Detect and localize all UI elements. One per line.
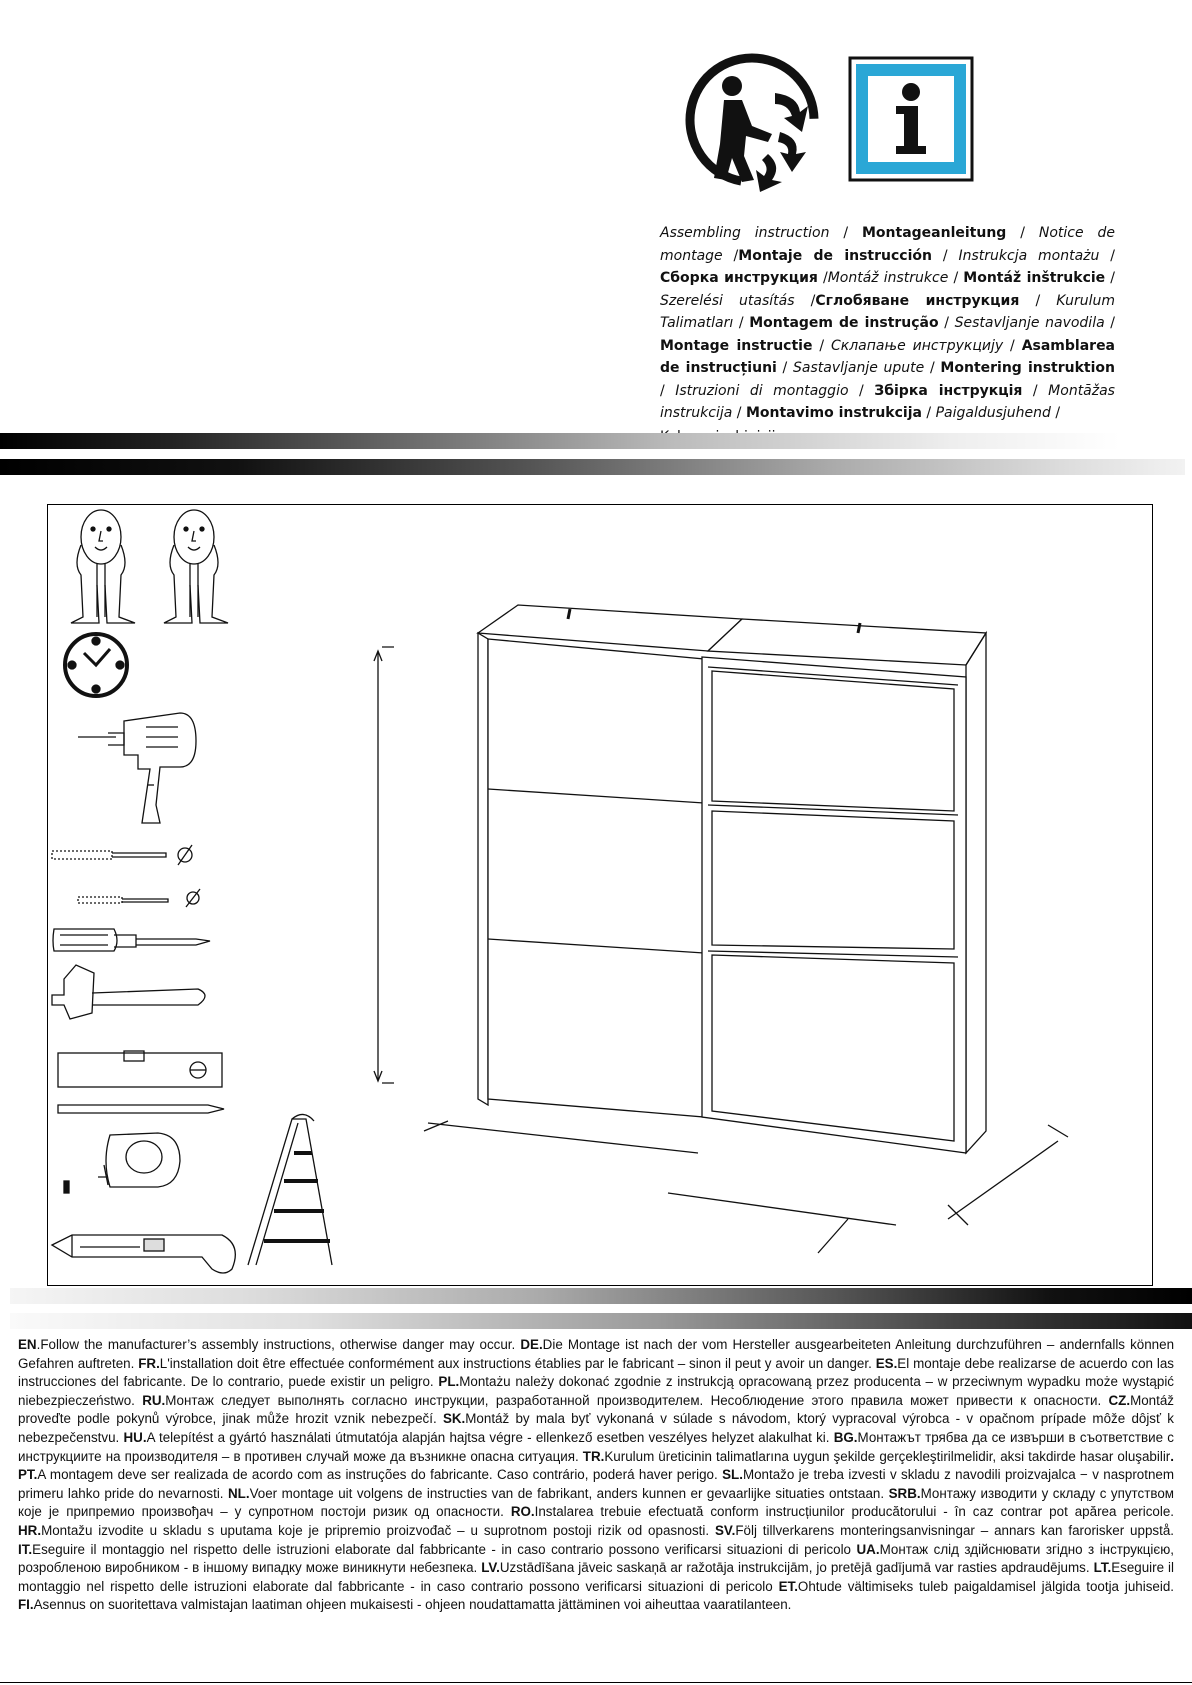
title-separator: / — [829, 225, 862, 241]
title-separator: / — [848, 382, 875, 399]
step-ladder-icon — [248, 1114, 332, 1265]
title-separator: / — [1099, 247, 1116, 264]
title-item: Szerelési utasítás — [660, 292, 795, 309]
assembly-instruction-titles — [660, 222, 1115, 448]
language-code: EN — [18, 1337, 37, 1352]
warning-text: .Follow the manufacturer’s assembly instructions, otherwise danger may occur. — [36, 1337, 521, 1352]
language-code: SV. — [714, 1522, 736, 1538]
language-code: ET. — [778, 1578, 798, 1594]
height-dimension-arrow — [374, 647, 394, 1083]
title-separator: / — [812, 337, 831, 354]
title-separator: / — [776, 360, 793, 376]
language-code: SL. — [722, 1467, 743, 1483]
warning-text: Монтажът трябва да се извърши в съответствие с инструкциите на производителя – в противен случай може да възникне опасна ситуация. — [18, 1429, 1175, 1464]
title-separator: / — [938, 315, 955, 331]
title-item: Instrukcja montażu — [958, 247, 1100, 264]
warning-text: A telepítést a gyártó használati útmutatója alapján hajtsa végre - ellenkező esetben veszélyes helyzet alakulhat ki. — [146, 1429, 834, 1445]
title-separator: / — [1019, 292, 1057, 309]
warning-text: Montáž by mala byť vykonaná v súlade s návodom, ktorý vypracoval výrobca - v opačnom prípade môže dôjsť k nebezpečenstvu. — [18, 1411, 1174, 1445]
title-separator: / — [732, 405, 746, 421]
warning-text: Instalarea trebuie efectuată conform instrucțiunilor producătorului - în caz contrar pot apărea pericole. — [534, 1504, 1174, 1520]
title-separator: / — [931, 247, 959, 264]
title-item: Montāžas instrukcija — [660, 382, 1115, 421]
warning-text: A montagem deve ser realizada de acordo com as instruções do fabricante. Caso contrário, poderá haver perigo. — [37, 1467, 723, 1483]
language-code: FR. — [138, 1355, 160, 1371]
title-item: Montáž inštrukcie — [963, 270, 1106, 286]
header-gradient-bar-2 — [0, 459, 1185, 475]
title-separator: / — [733, 315, 750, 331]
title-item: Сборка инструкция — [660, 270, 818, 286]
language-code: ES. — [875, 1355, 898, 1371]
language-code: IT. — [18, 1541, 33, 1557]
tape-measure-icon — [64, 1133, 180, 1193]
header-gradient-bar-1 — [0, 433, 1120, 449]
spirit-level-icon — [58, 1051, 222, 1087]
title-item: Montáž instrukce — [827, 270, 949, 286]
language-code: PL. — [438, 1374, 460, 1390]
warning-text: Montażu należy dokonać zgodnie z instrukcją opracowaną przez producenta – w przeciwnym wypadku może wystąpić niebezpieczeństwo. — [18, 1374, 1174, 1408]
drill-bits-icon — [52, 845, 200, 907]
drill-icon — [78, 713, 196, 823]
title-item: Склапање инструкцију — [831, 337, 1004, 354]
language-code: SK. — [442, 1411, 466, 1427]
title-item: Сглобяване инструкция — [815, 292, 1020, 309]
warning-text: L'installation doit être effectuée conformément aux instructions établies par le fabricant – sinon il peut y avoir un danger. — [159, 1355, 876, 1371]
language-code: SRB. — [888, 1485, 921, 1501]
title-item: Sestavljanje navodila — [954, 315, 1105, 331]
warning-text: Eseguire il montaggio nel rispetto delle istruzioni elaborate dal fabbricante - in caso contrario possono verificarsi situazioni di pericolo — [32, 1541, 857, 1557]
title-separator: / — [722, 247, 739, 264]
language-code: LT. — [1093, 1560, 1112, 1576]
footer-gradient-bar-2 — [10, 1313, 1192, 1329]
bottom-rule — [0, 1682, 1192, 1683]
title-separator: / — [1003, 337, 1022, 354]
warning-text: El montaje debe realizarse de acuerdo con las instrucciones del fabricante. De lo contrario, puede existir un peligro. — [18, 1355, 1174, 1390]
language-code: CZ. — [1108, 1392, 1131, 1408]
warning-text: Монтаж слід здійснювати згідно з інструкцією, розробленою виробником - в іншому випадку може виникнути небезпека. — [18, 1541, 1174, 1576]
language-code: HR. — [18, 1522, 42, 1538]
warning-text: Följ tillverkarens monteringsanvisningar – annars kan farorisker uppstå. — [735, 1522, 1174, 1538]
language-code: HU. — [123, 1429, 147, 1445]
title-separator: / — [1022, 382, 1049, 399]
title-item: Збірка інструкція — [874, 382, 1023, 399]
language-code: BG. — [833, 1429, 858, 1445]
title-separator: / — [924, 360, 941, 376]
language-code: RO. — [510, 1504, 535, 1520]
language-code: UA. — [856, 1541, 880, 1557]
title-separator: / — [1105, 270, 1116, 286]
pencil-icon — [58, 1105, 224, 1113]
warning-text: Eseguire il montaggio nel rispetto delle istruzioni elaborate dal fabbricante - in caso contrario possono verificarsi situazioni di pericolo — [18, 1560, 1174, 1594]
warning-text: Ohtude vältimiseks tuleb paigaldamisel jälgida tootja juhiseid. — [797, 1578, 1174, 1594]
title-item: Assembling instruction — [660, 225, 830, 241]
title-separator: / — [1104, 315, 1116, 331]
width-dimension-arrow — [424, 1121, 896, 1253]
title-item: Montavimo instrukcija — [745, 405, 922, 421]
language-code: NL. — [228, 1485, 250, 1501]
language-code: TR. — [582, 1448, 605, 1464]
hammer-icon — [52, 965, 205, 1019]
title-item: Istruzioni di montaggio — [675, 382, 849, 399]
title-item: Sastavljanje upute — [792, 360, 925, 376]
cutter-knife-icon — [52, 1235, 235, 1273]
warning-text: Die Montage ist nach der vom Hersteller ausgearbeiteten Anleitung durchzuführen – andernfalls können Gefahren auftreten. — [18, 1337, 1175, 1371]
title-separator: / — [794, 292, 816, 309]
warning-text: Voer montage uit volgens de instructies van de fabrikant, anders kunnen er gevaarlijke situaties ontstaan. — [249, 1485, 889, 1501]
multilingual-safety-warning — [18, 1336, 1174, 1615]
footer-gradient-bar-1 — [10, 1288, 1192, 1304]
language-code: DE. — [520, 1337, 543, 1352]
title-item: Asamblarea de instrucțiuni — [660, 337, 1116, 376]
warning-text: Montažo je treba izvesti v skladu z navodili proizvajalca − v nasprotnem primeru lahko pride do nevarnosti. — [18, 1467, 1174, 1501]
title-separator: / — [1006, 225, 1039, 241]
warning-text: Монтаж следует выполнять согласно инструкции, разработанной производителем. Несоблюдение этого правила может привести к опасности. — [165, 1392, 1109, 1408]
screwdriver-icon — [53, 929, 210, 951]
language-code: RU. — [142, 1392, 166, 1408]
clock-icon — [65, 634, 127, 696]
title-separator: / — [948, 270, 964, 286]
recycle-disposal-icon — [680, 48, 830, 198]
warning-text: Kurulum üreticinin talimatlarına uygun şekilde gerçekleştirilmelidir, aksi takdirde hasar oluşabilir — [604, 1448, 1171, 1464]
title-item: Montage instructie — [660, 337, 813, 354]
title-separator: / — [1050, 405, 1061, 421]
warning-text: Montažu izvodite u skladu s uputama koje je pripremio proizvođač – u suprotnom postoji rizik od opasnosti. — [41, 1522, 715, 1538]
title-separator: / — [817, 270, 828, 286]
title-separator: / — [660, 382, 676, 399]
title-item: Montageanleitung — [862, 225, 1007, 241]
warning-text: Montáž proveďte podle pokynů výrobce, jinak může hrozit vznik nebezpečí. — [18, 1392, 1174, 1427]
title-item: Montering instruktion — [940, 360, 1115, 376]
language-code: FI. — [18, 1597, 34, 1613]
sliding-wardrobe-drawing — [478, 605, 986, 1153]
warning-text: Монтажу изводити у складу с упутством које је припремио произвођач – у супротном постоји ризик од опасности. — [18, 1485, 1174, 1520]
warning-text: Asennus on suoritettava valmistajan laatiman ohjeen mukaisesti - ohjeen noudattamatta jättäminen voi aiheuttaa vaaratilanteen. — [33, 1597, 792, 1613]
title-item: Montagem de instrução — [749, 315, 939, 331]
title-item: Paigaldusjuhend — [935, 405, 1051, 421]
title-item: Kurulum Talimatları — [660, 292, 1116, 331]
tools-and-product-illustration — [47, 504, 1153, 1286]
title-item: Montaje de instrucción — [738, 247, 932, 264]
title-separator: / — [921, 405, 936, 421]
warning-text: Uzstādīšana jāveic saskaņā ar ražotāja instrukcijām, jo pretējā gadījumā var rasties apdraudējums. — [499, 1560, 1094, 1576]
language-code: . PT. — [18, 1448, 1175, 1483]
language-code: LV. — [481, 1560, 500, 1576]
two-persons-icon — [71, 510, 228, 623]
title-item: Notice de montage — [660, 225, 1116, 264]
info-icon — [848, 56, 974, 182]
